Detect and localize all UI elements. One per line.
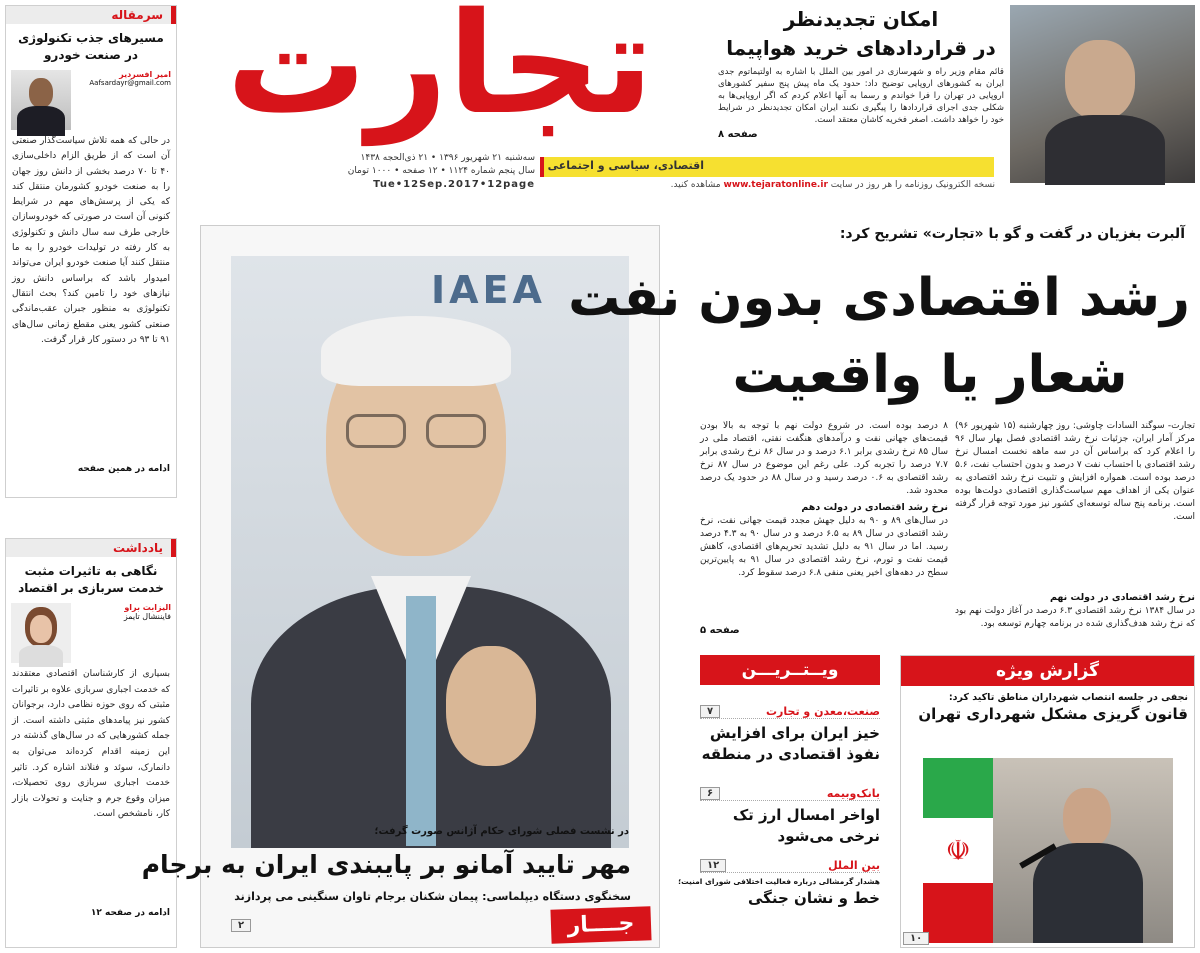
showcase-item-2[interactable] xyxy=(700,787,880,847)
najafi-photo: ☫ xyxy=(923,758,1173,943)
note-body: بسیاری از کارشناسان اقتصادی معتقدند که خدمت اجباری سربازی علاوه بر تاثیرات مثبتی که روی حوزه نظامی دارد، برجوانان کشور نیز پیامدهای مثبتی داشته است. از جمله کشورهایی که در سال‌های گذشته در این زمینه اقدام کرده‌اند می‌توان به دانمارک، سوئد و فنلاند اشاره کرد. تاثیر خدمت اجباری سربازی روی تحصیلات، میزان وقوع جرم و جنایت و تحولات بازار کار، نامشخص است. xyxy=(12,669,170,820)
report-title[interactable]: قانون گریزی مشکل شهرداری تهران xyxy=(918,705,1188,723)
showcase-kicker-3: هشدار گرمشالی درباره فعالیت اختلافی شورای امنیت؛ xyxy=(678,877,880,886)
lead-col-right xyxy=(955,420,1195,642)
showcase-item-1[interactable] xyxy=(700,705,880,765)
site-line: نسخه الکترونیک روزنامه را هر روز در سایت www.tejaratonline.ir مشاهده کنید. xyxy=(670,180,995,190)
photo-story-title[interactable]: مهر تایید آمانو بر پایبندی ایران به برجام xyxy=(141,850,631,879)
editorial-author-photo xyxy=(11,70,71,130)
showcase-page-2[interactable]: ۶ xyxy=(700,787,720,800)
lead-sub-left: نرخ رشد اقتصادی در دولت دهم xyxy=(801,502,948,513)
lead-col-left xyxy=(700,420,948,642)
showcase-header[interactable]: ویــتــریـــن xyxy=(700,655,880,685)
showcase-head-1[interactable]: خیز ایران برای افزایش نفوذ اقتصادی در منطقه xyxy=(701,724,880,763)
site-link[interactable]: www.tejaratonline.ir xyxy=(723,180,828,190)
masthead-subtitle: اقتصادی، سیاسی و اجتماعی xyxy=(547,159,704,172)
note-title[interactable]: نگاهی به تاثیرات مثبت خدمت سربازی بر اقتصاد xyxy=(18,564,164,595)
editorial-title[interactable]: مسیرهای جذب تکنولوژی در صنعت خودرو xyxy=(18,31,164,62)
top-story-body: قائم مقام وزیر راه و شهرسازی در امور بین الملل با اشاره به اولتیماتوم جدی ایران به کشورهای اروپایی توضیح داد: حدود یک ماه پیش پنج سفیر کشورهای اروپایی در تهران را فرا خواندم و رسما به آنها اعلام کردم که اگر اروپایی‌ها به شکلی جدی اجرای قراردادها را پیگیری نکنند ایران امکان تجدیدنظر در شرایط خود را خواهد داشت. اصغر فخریه کاشان معتقد است. xyxy=(718,67,1004,125)
lead-sub-right: نرخ رشد اقتصادی در دولت نهم xyxy=(1049,592,1195,603)
note-tag: یادداشت xyxy=(6,539,176,557)
lead-title-2[interactable]: شعار یا واقعیت xyxy=(732,345,1128,405)
showcase-head-3[interactable]: خط و نشان جنگی xyxy=(747,889,880,907)
photo-caption-kicker: در نشست فصلی شورای حکام آژانس صورت گرفت؛ xyxy=(374,826,629,837)
report-box xyxy=(900,655,1195,948)
showcase-page-3[interactable]: ۱۲ xyxy=(700,859,726,872)
issue-fa: سال پنجم شماره ۱۱۲۴ • ۱۲ صفحه • ۱۰۰۰ تومان xyxy=(347,166,535,176)
date-en: Tue•12Sep.2017•12page xyxy=(373,179,535,190)
note-author: الیزابت براو xyxy=(124,603,171,612)
showcase-cat-1: صنعت،معدن و تجارت xyxy=(766,705,880,718)
showcase-item-3[interactable] xyxy=(678,859,880,909)
date-fa: سه‌شنبه ۲۱ شهریور ۱۳۹۶ • ۲۱ ذی‌الحجه ۱۴۳۸ xyxy=(360,153,535,163)
lead-kicker: آلبرت بغزیان در گفت و گو با «تجارت» تشریح کرد: xyxy=(839,226,1185,242)
lead-page[interactable]: صفحه ۵ xyxy=(700,625,740,636)
showcase-head-2[interactable]: اواخر امسال ارز تک نرخی می‌شود xyxy=(732,806,880,845)
lead-title-1[interactable]: رشد اقتصادی بدون نفت xyxy=(568,268,1190,328)
jar-stamp: جــــار xyxy=(550,906,651,943)
masthead-logo[interactable]: تجارت xyxy=(226,0,654,146)
amano-photo xyxy=(231,256,629,848)
lead-body-left: ۸ درصد بوده است. در شروع دولت نهم با توجه به بالا بودن قیمت‌های جهانی نفت و درآمدهای هنگفت نفتی، اقتصاد ملی در سال ۸۵ نرخ رشدی برابر ۶.۱ درصد و در سال ۸۶ نرخ رشدی برابر ۷.۷ درصد را تجربه کرد. علی رغم این موضوع در سال ۸۷ نرخ رشد اقتصادی به ۰.۶ درصد رسید و در سال ۸۸ در حدود یک درصد محدود شد. xyxy=(700,421,949,496)
top-story-page: صفحه ۸ xyxy=(718,129,758,140)
note-role: فایننشال تایمز xyxy=(123,612,171,621)
masthead-subtitle-bar xyxy=(540,157,994,177)
note-more[interactable]: ادامه در صفحه ۱۲ xyxy=(90,908,170,918)
lead-body-right: تجارت- سوگند السادات چاوشی: روز چهارشنبه (۱۵ شهریور ۹۶) مرکز آمار ایران، جزئیات نرخ رشد اقتصادی فصل بهار سال ۹۶ را اعلام کرد که براساس آن در سه ماهه نخست امسال نرخ رشد اقتصادی با احتساب نفت ۷ درصد و بدون احتساب نفت، ۵.۶ درصد بوده است. همواره افزایش و تثبیت نرخ رشد اقتصادی به عنوان یکی از اهداف مهم سیاست‌گذاری اقتصادی دولت‌ها بوده است. برنامه پنج ساله توسعه‌ای کشور نیز مورد توجه قرار گرفته است. xyxy=(955,421,1195,522)
showcase-page-1[interactable]: ۷ xyxy=(700,705,720,718)
editorial-more[interactable]: ادامه در همین صفحه xyxy=(77,464,170,474)
masthead-dates xyxy=(205,152,535,191)
photo-story-page[interactable]: ۲ xyxy=(231,919,251,932)
report-page[interactable]: ۱۰ xyxy=(903,932,929,945)
showcase-box xyxy=(678,655,880,948)
iaea-backdrop: IAEA xyxy=(431,268,546,312)
top-story-title[interactable]: امکان تجدیدنظر در قراردادهای خرید هواپیما xyxy=(726,7,996,60)
showcase-cat-2: بانک‌وبیمه xyxy=(826,787,880,800)
lead-body-right-2: در سال ۱۳۸۴ نرخ رشد اقتصادی ۶.۳ درصد در آغاز دولت نهم بود که نرخ رشد هدف‌گذاری شده در برنامه چهارم توسعه بود. xyxy=(955,606,1196,629)
note-box xyxy=(5,538,177,948)
editorial-author: امیر افسردیر xyxy=(119,70,171,79)
editorial-tag: سرمقاله xyxy=(6,6,176,24)
lead-body-left-2: در سال‌های ۸۹ و ۹۰ به دلیل جهش مجدد قیمت جهانی نفت، نرخ رشد اقتصادی در سال ۸۹ به ۶.۵ درصد و در سال ۹۰ به ۴.۳ درصد رسید. اما در سال ۹۱ به دلیل تشدید تحریم‌های اقتصادی، کاهش قیمت نفت و تورم، نرخ رشد اقتصادی در سال ۹۱ به پایین‌ترین سطح در دهه‌های اخیر یعنی منفی ۶.۸ درصد سقوط کرد. xyxy=(700,516,949,578)
report-header[interactable]: گزارش ویژه xyxy=(901,656,1194,686)
report-kicker: نجفی در جلسه انتصاب شهرداران مناطق تاکید کرد: xyxy=(948,692,1188,703)
showcase-cat-3: بین الملل xyxy=(828,859,880,872)
editorial-box xyxy=(5,5,177,498)
note-author-photo xyxy=(11,603,71,663)
editorial-email: Aafsardayr@gmail.com xyxy=(89,79,171,87)
top-story-photo xyxy=(1010,5,1195,183)
editorial-body: در حالی که همه تلاش سیاست‌گذار صنعتی آن است که از طریق الزام داخلی‌سازی ۴۰ تا ۷۰ درصد بخشی از دانش روز جهان را به صنعت خودرو کشورمان منتقل کند که یکی از پرسش‌های مهم در شرایط کنونی آن است در صورتی که خودروسازان خارجی طرف سه سال دانش و تکنولوژی به کار رفته در تولیدات خودرو را به ما منتقل کنند آیا صنعت خودرو ایران می‌تواند امیدوار باشد که براساس دانش روز نیازهای خود را تامین کند؟ بحث انتقال تکنولوژی به منظور جبران عقب‌ماندگی صنعتی کشور یعنی مقطع زمانی سال‌های ۹۱ تا ۹۳ در دستور کار قرار گرفت. xyxy=(12,136,171,345)
photo-story-sub: سخنگوی دستگاه دیپلماسی: پیمان شکنان برجام تاوان سنگینی می پردازند xyxy=(234,890,631,903)
